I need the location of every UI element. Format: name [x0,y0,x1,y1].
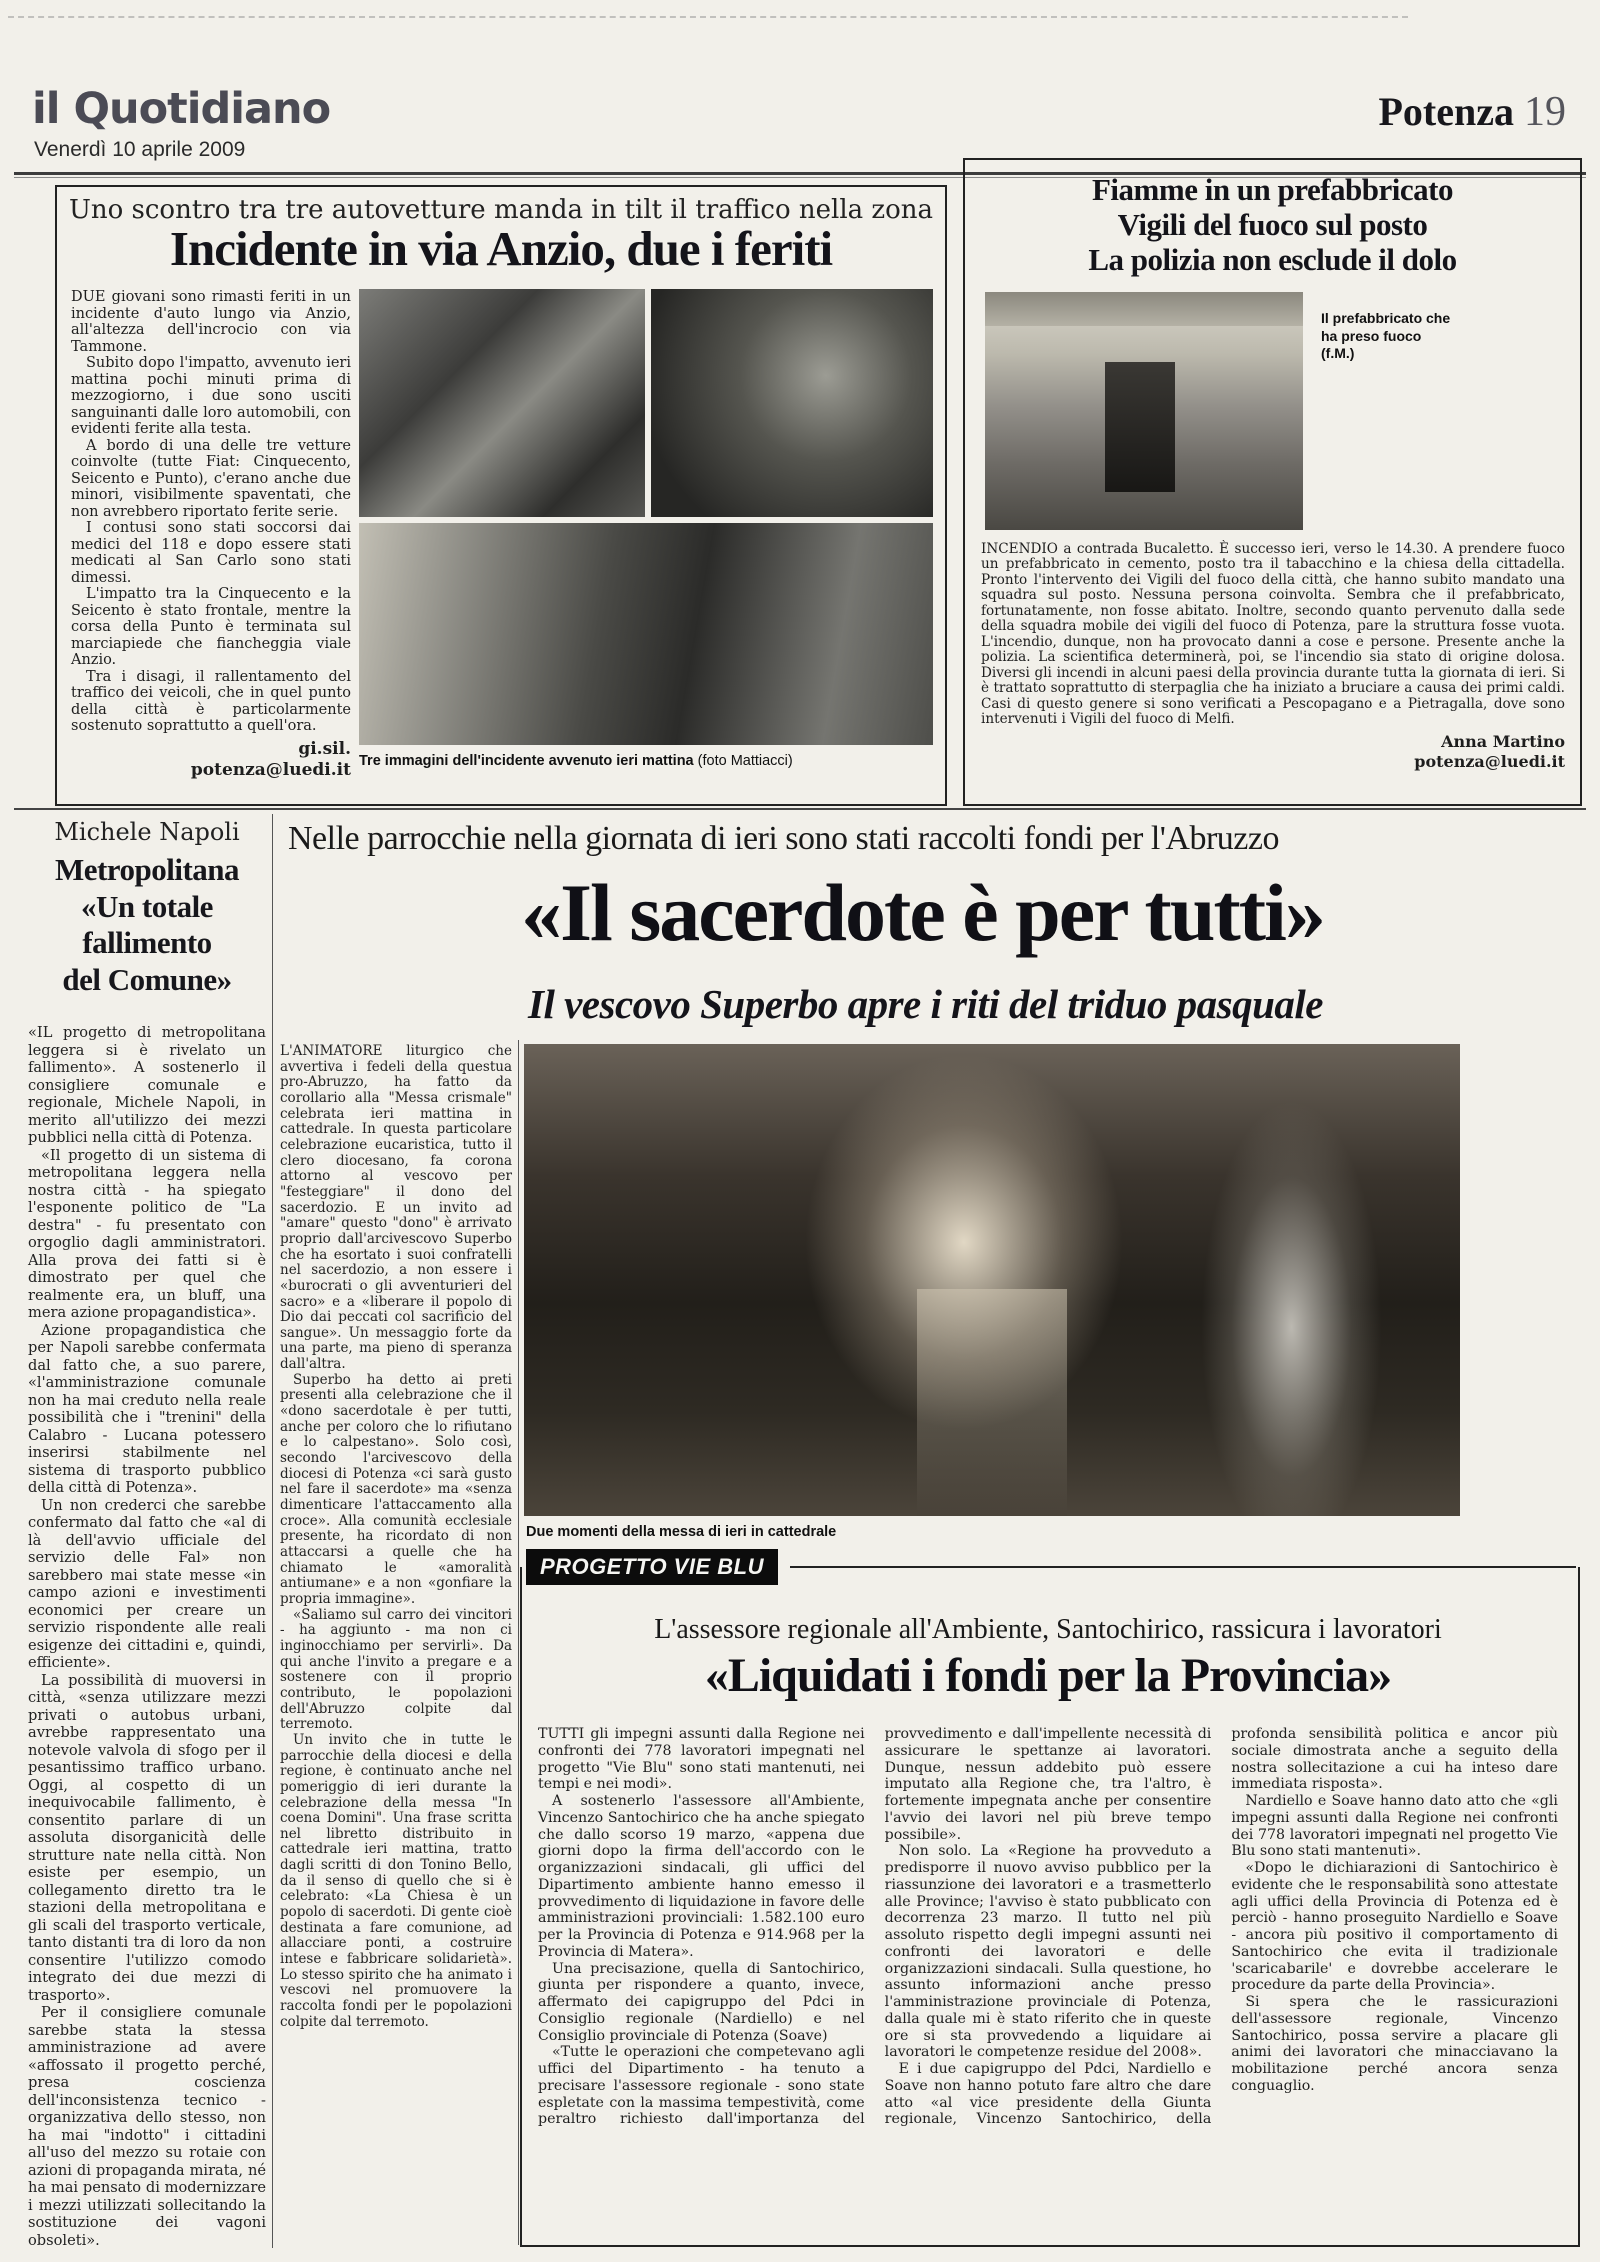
metro-paragraph: «Il progetto di un sistema di metropolitana leggera nella nostra città - ha spiegato l'esponente politico de "La destra" - fu presentato con orgoglio dagli amministratori. Alla prova dei fatti si è dimostrato per quel che realmente era, un bluff, una mera azione propagandistica». [28,1146,266,1322]
page-date: Venerdì 10 aprile 2009 [34,138,246,161]
fire-author: Anna Martino [1441,731,1565,751]
crash-photo-top-left [359,289,645,517]
crash-photo-top-right [651,289,933,517]
vieblu-body [538,1726,1558,2230]
fire-body [981,542,1565,772]
cathedral-aisle [917,1289,1067,1516]
vieblu-paragraph: Nardiello e Soave hanno dato atto che «gli impegni assunti dalla Regione nei confronti dei 778 lavoratori impegnati nel progetto Vie Blu sono stati mantenuti». [1231,1793,1558,1860]
church-kicker: Nelle parrocchie nella giornata di ieri sono stati raccolti fondi per l'Abruzzo [288,820,1279,857]
metro-body [28,1024,266,2249]
fire-headline-line: Fiamme in un prefabbricato [1092,172,1453,207]
crash-photo-wide [359,523,933,745]
vieblu-paragraph: «Tutte le operazioni che competevano agli uffici del Dipartimento - ha tenuto a precisare l'assessore regionale - sono state espletate con la massima tempestività, come peraltro richiesto dall'importanza del provvedimento e dall'impellente necessità di assicurare le spettanze ai lavoratori. Dunque, nessun addebito può essere imputato alla Regione che, tra l'altro, è fortemente impegnata anche per consentire l'avvio dei lavori nel più breve tempo possibile». [538,1726,1212,2128]
incident-paragraph: I contusi sono stati soccorsi dai medici del 118 e dopo essere stati medicati al San Carlo sono stati dimessi. [71,520,351,586]
vieblu-headline: «Liquidati i fondi per la Provincia» [704,1649,1392,1702]
fire-article-box [963,158,1582,806]
vieblu-paragraph: E i due capigruppo del Pdci, Nardiello e Soave non hanno potuto fare altro che dare atto «al vice presidente della Giunta regionale, Vincenzo Santochirico, della profonda sensibilità politica e ancor più sociale dimostrata anche a seguito della nostra sollecitazione a cui ha inteso dare immediata risposta». [884,1726,1558,2128]
incident-caption-credit: (foto Mattiacci) [693,753,793,769]
vieblu-paragraph: Si spera che le rassicurazioni dell'assessore regionale, Vincenzo Santochirico, possa servire a placare gli animi dei lavoratori che minacciavano la mobilitazione perché ancora senza conguaglio. [1231,1994,1558,2094]
fire-paragraph: INCENDIO a contrada Bucaletto. È successo ieri, verso le 14.30. A prendere fuoco un prefabbricato in cemento, posto tra il tabacchino e la chiesa della cittadella. Pronto l'intervento dei Vigili del fuoco della città, che hanno subito mandato una squadra sul posto. Nessuna persona coinvolta. Sembra che il prefabbricato, fortunatamente, non fosse abitato. Inoltre, secondo quanto pervenuto dalla sede della squadra mobile dei vigili del fuoco di Potenza, pare la struttura fosse vuota. L'incendio, dunque, non ha provocato danni a cose e persone. Presente anche la polizia. La scientifica determinerà, poi, se l'incendio sia stato di origine dolosa. Diversi gli incendi in alcuni paesi della provincia durante tutta la giornata di ieri. Si è trattato soprattutto di sterpaglia che ha iniziato a bruciare a causa dei primi caldi. Casi di questo genere si sono verificati a Pescopagano e a Pietragalla, dove sono intervenuti i Vigili del fuoco di Melfi. [981,541,1565,728]
incident-paragraph: DUE giovani sono rimasti feriti in un incidente d'auto lungo via Anzio, all'altezza dell'incrocio con via Tammone. [71,289,351,355]
section-divider [14,808,1586,810]
vieblu-paragraph: A sostenerlo l'assessore all'Ambiente, Vincenzo Santochirico che ha anche spiegato che dallo scorso 19 marzo, «appena due giorni dopo la firma dell'accordo con le organizzazioni sindacali, gli uffici del Dipartimento ambiente hanno emesso il provvedimento di liquidazione in favore delle amministrazioni provinciali: 1.582.100 euro per la Provincia di Potenza e 914.968 per la Provincia di Matera». [538,1793,865,1960]
metro-headline [28,852,266,998]
incident-headline: Incidente in via Anzio, due i feriti [169,221,833,276]
incident-photo-caption [359,753,935,769]
incident-author: gi.sil. [298,738,351,759]
fire-photo-credit: (f.M.) [1321,345,1355,361]
incident-article-box [55,185,947,806]
metro-paragraph: Un non crederci che sarebbe confermato dal fatto che «al di là dell'avvio ufficiale del servizio delle Fal» non sarebbero mai state messe «in campo azioni e investimenti economici per creare un servizio rispondente alle reali esigenze dei cittadini e, quindi, efficiente». [28,1496,266,1672]
fire-headline-line: Vigili del fuoco sul posto [1117,207,1428,243]
fire-headline-line: La polizia non esclude il dolo [1088,242,1457,278]
metro-headline-line: Metropolitana [54,852,240,887]
incident-paragraph: Subito dopo l'impatto, avvenuto ieri mattina pochi minuti prima di mezzogiorno, i due sono usciti sanguinanti dalle loro automobili, con evidenti ferite alla testa. [71,355,351,438]
fire-photo-label-text: Il prefabbricato che ha preso fuoco [1321,310,1451,344]
incident-paragraph: Tra i disagi, il rallentamento del traffico dei veicoli, che in quel punto della città è particolarmente sostenuto soprattutto a quell'ora. [71,668,351,735]
vieblu-banner [526,1549,778,1585]
incident-caption-text: Tre immagini dell'incidente avvenuto ieri mattina [359,753,694,769]
church-paragraph: Superbo ha detto ai preti presenti alla celebrazione che il «dono sacerdotale è per tutti, anche per coloro che lo rifiutano e lo calpestano». Solo così, secondo l'arcivescovo della diocesi di Potenza «ci sarà gusto nel fare il sacerdote» ma «senza dimenticare l'attaccamento alla croce». Alla comunità ecclesiale presente, ha ricordato di non attaccarsi a quelle che ha chiamato le «amoralità antiumane» e a non «gonfiare la propria immagine». [280,1371,512,1607]
scan-fold-line [8,16,1408,18]
metro-paragraph: Per il consigliere comunale sarebbe stata la stessa amministrazione ad avere «affossato il progetto perché, presa coscienza dell'inconsistenza tecnico - organizzativa dello stesso, non ha mai "indotto" i cittadini all'uso del mezzo su rotaie con azioni di propaganda mirata, né ha mai pensato di modernizzare i mezzi utilizzati sollecitando la sostituzione dei vagoni obsoleti». [28,2004,266,2249]
church-headline: «Il sacerdote è per tutti» [521,867,1324,958]
metro-column-rule [272,814,273,2248]
incident-paragraph: A bordo di una delle tre vetture coinvolte (tutte Fiat: Cinquecento, Seicento e Punto), c'erano anche due minori, visibilmente spaventati, che non avrebbero riportato ferite serie. [71,437,351,520]
metro-headline-line: «Un totale [81,888,213,924]
fire-author-email: potenza@luedi.it [1414,751,1565,771]
incident-byline [71,739,351,782]
prefab-roof-shadow [985,292,1303,326]
prefab-door-shadow [1105,362,1175,492]
metro-paragraph: La possibilità di muoversi in città, «senza utilizzare mezzi privati o autobus urbani, avrebbe rappresentato una notevole valvola di sfogo per il pesantissimo traffico urbano. Oggi, al cospetto di un inequivocabile fallimento, è consentito parlare di un assoluta disorganicità delle strutture nate nella città. Non esiste per esempio, un collegamento diretto tra le stazioni della metropolitana e gli scali del trasporto verticale, tanto distanti tra di loro da non consentire l'utilizzo comodo integrato dei due mezzi di trasporto». [28,1671,266,2004]
page-title [1378,88,1566,136]
metro-headline-line: fallimento [82,925,212,961]
masthead-logo: il Quotidiano [32,84,331,134]
fire-headline [965,172,1580,277]
cathedral-caption: Due momenti della messa di ieri in cattedrale [526,1524,837,1540]
metro-headline-line: del Comune» [62,961,232,997]
vieblu-paragraph: Non solo. La «Regione ha provveduto a predisporre il nuovo avviso pubblico per la riassunzione dei lavoratori e a trasmetterlo alle Province; l'avviso è stato pubblicato con decorrenza 23 marzo. Il tutto nel più assoluto rispetto degli impegni assunti nei confronti dei lavoratori e delle organizzazioni sindacali. Sulla questione, ho assunto informazioni anche presso l'amministrazione provinciale di Potenza, dalla quale mi è stato riferito che in queste ore si sta provvedendo a liquidare ai lavoratori le competenze residue del 2008». [884,1843,1212,2061]
page-number: 19 [1524,89,1566,135]
metro-paragraph: Azione propagandistica che per Napoli sarebbe confermata dal fatto che, a suo parere, «l'amministrazione comunale non ha mai creduto nella reale possibilità che i "trenini" della Calabro - Lucana potessero inserirsi stabilmente nel sistema di trasporto pubblico della città di Potenza». [28,1321,266,1497]
church-paragraph: Un invito che in tutte le parrocchie della diocesi e della regione, è continuato anche nel pomeriggio di ieri durante la celebrazione della messa "In coena Domini". Una frase scritta nel libretto distribuito in cattedrale ieri mattina, tratto dagli scritti di don Tonino Bello, da il senso di quello che si è celebrato: «La Chiesa è un popolo di sacerdoti. Di gente cioè destinata a fare comunione, ad allacciare ponti, a costruire intese e fabbricare solidarietà». Lo stesso spirito che ha animato i vescovi nel promuovere la raccolta fondi per le popolazioni colpite dal terremoto. [280,1731,512,2030]
vieblu-paragraph: Una precisazione, quella di Santochirico, giunta per rispondere a quanto, invece, affermato dei capigruppo del Pdci in Consiglio regionale (Nardiello) e nel Consiglio provinciale di Potenza (Soave) [538,1960,865,2044]
incident-author-email: potenza@luedi.it [190,760,351,781]
incident-body [71,289,351,781]
church-paragraph: L'ANIMATORE liturgico che avvertiva i fedeli della questua pro-Abruzzo, ha fatto da corollario alla "Messa crismale" celebrata ieri mattina in cattedrale. In questa particolare celebrazione eucaristica, tutto il clero diocesano, fa corona attorno al vescovo per "festeggiare" il dono del sacerdozio. E un invito ad "amare" questo "dono" è arrivato proprio dall'arcivescovo Superbo che ha esortato i suoi confratelli nel sacerdozio, a non essere i «burocrati o gli avventurieri del sacro» e a «liberare il popolo di Dio dai peccati col sacrificio del sangue». Un messaggio forte da una parte, ma pieno di speranza dall'altra. [280,1043,512,1373]
cathedral-photo [524,1044,1460,1516]
section-name: Potenza [1378,89,1514,134]
vieblu-paragraph: TUTTI gli impegni assunti dalla Regione nei confronti dei 778 lavoratori impegnati nel progetto "Vie Blu" sono stati mantenuti, nei tempi e nei modi». [538,1726,865,1793]
fire-byline [981,732,1565,772]
vieblu-top-rule [790,1566,1576,1568]
metro-article [28,818,266,2249]
church-paragraph: «Saliamo sul carro dei vincitori - ha aggiunto - ma non ci inginocchiamo per servirli». Da qui anche l'invito a pregare e a sostenere con il proprio contributo, le popolazioni dell'Abruzzo colpite dal terremoto. [280,1606,512,1733]
church-body [280,1044,512,2030]
incident-paragraph: L'impatto tra la Cinquecento e la Seicento è stato frontale, mentre la corsa della Punto è terminata sul marciapiede che fiancheggia viale Anzio. [71,586,351,669]
metro-paragraph: «IL progetto di metropolitana leggera si è rivelato un fallimento». A sostenerlo il consigliere comunale e regionale, Michele Napoli, in merito all'utilizzo dei mezzi pubblici nella città di Potenza. [28,1024,266,1147]
church-column-rule [518,1040,519,2245]
vieblu-banner-label: PROGETTO VIE BLU [540,1554,764,1579]
vieblu-kicker: L'assessore regionale all'Ambiente, Santochirico, rassicura i lavoratori [654,1614,1442,1645]
church-subhead: Il vescovo Superbo apre i riti del triduo pasquale [528,981,1323,1027]
metro-kicker: Michele Napoli [54,818,240,846]
vieblu-paragraph: «Dopo le dichiarazioni di Santochirico è evidente che le responsabilità sono attestate agli uffici della Provincia di Potenza ed è perciò - hanno proseguito Nardiello e Soave - ancora più positivo il comportamento di Santochirico che evita il tradizionale 'scaricabarile' e dovrebbe accelerare le procedure da parte della Provincia». [1231,1860,1558,1994]
fire-photo-label [1321,310,1451,363]
incident-kicker: Uno scontro tra tre autovetture manda in tilt il traffico nella zona [68,195,934,225]
prefab-fire-photo [985,292,1303,530]
